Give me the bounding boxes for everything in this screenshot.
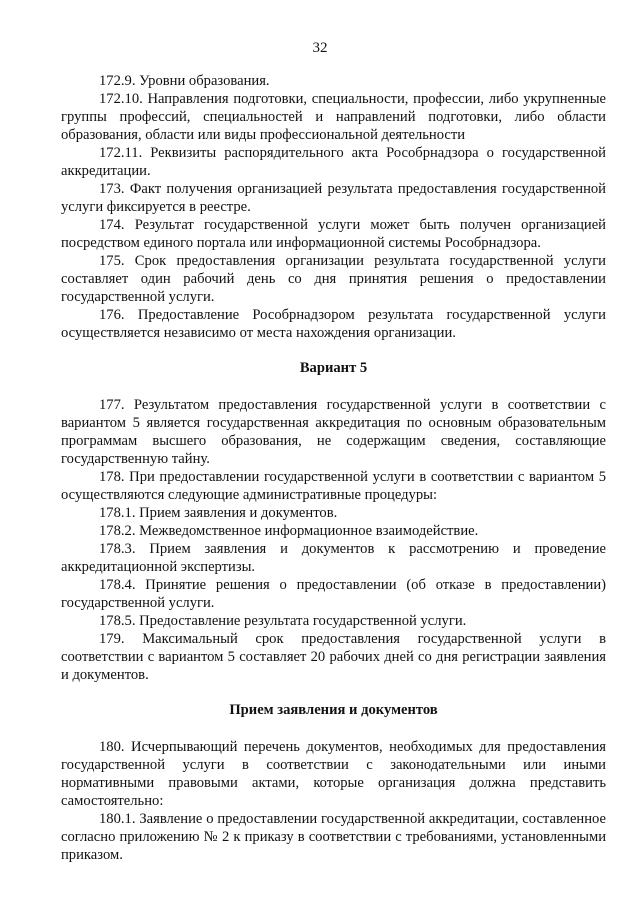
paragraph-172-11: 172.11. Реквизиты распорядительного акта Рособрнадзора о государственной аккредитации. bbox=[61, 145, 606, 179]
paragraph-180-1: 180.1. Заявление о предоставлении государственной аккредитации, составленное согласно приложению № 2 к приказу в соответствии с требованиями, установленными приказом. bbox=[61, 811, 606, 863]
page-number: 32 bbox=[312, 40, 328, 56]
paragraph-178-4: 178.4. Принятие решения о предоставлении (об отказе в предоставлении) государственной услуги. bbox=[61, 577, 606, 611]
paragraph-178-3: 178.3. Прием заявления и документов к рассмотрению и проведение аккредитационной экспертизы. bbox=[61, 541, 606, 575]
paragraph-178-2: 178.2. Межведомственное информационное взаимодействие. bbox=[99, 523, 479, 539]
document-body bbox=[61, 72, 606, 864]
paragraph-176: 176. Предоставление Рособрнадзором результата государственной услуги осуществляется независимо от места нахождения организации. bbox=[61, 307, 606, 341]
heading-application-intake: Прием заявления и документов bbox=[229, 702, 438, 718]
paragraph-178: 178. При предоставлении государственной услуги в соответствии с вариантом 5 осуществляются следующие административные процедуры: bbox=[61, 469, 606, 503]
paragraph-175: 175. Срок предоставления организации результата государственной услуги составляет один рабочий день со дня принятия решения о предоставлении государственной услуги. bbox=[61, 253, 606, 305]
paragraph-172-10: 172.10. Направления подготовки, специальности, профессии, либо укрупненные группы профессий, специальностей и направлений подготовки, либо области образования, области или виды профессиональной деятельности bbox=[61, 91, 606, 143]
paragraph-178-1: 178.1. Прием заявления и документов. bbox=[99, 505, 338, 521]
paragraph-172-9: 172.9. Уровни образования. bbox=[99, 73, 270, 89]
paragraph-179: 179. Максимальный срок предоставления государственной услуги в соответствии с вариантом 5 составляет 20 рабочих дней со дня регистрации заявления и документов. bbox=[61, 631, 606, 683]
paragraph-173: 173. Факт получения организацией результата предоставления государственной услуги фиксируется в реестре. bbox=[61, 181, 606, 215]
paragraph-177: 177. Результатом предоставления государственной услуги в соответствии с вариантом 5 является государственная аккредитация по основным образовательным программам высшего образования, не содержащим сведения, составляющие государственную тайну. bbox=[61, 397, 606, 467]
paragraph-174: 174. Результат государственной услуги может быть получен организацией посредством единого портала или информационной системы Рособрнадзора. bbox=[61, 217, 606, 251]
paragraph-178-5: 178.5. Предоставление результата государственной услуги. bbox=[99, 613, 467, 629]
heading-variant-5: Вариант 5 bbox=[299, 360, 368, 376]
paragraph-180: 180. Исчерпывающий перечень документов, необходимых для предоставления государственной услуги в соответствии с законодательными или иными нормативными правовыми актами, которые организация должна представить самостоятельно: bbox=[61, 739, 606, 809]
